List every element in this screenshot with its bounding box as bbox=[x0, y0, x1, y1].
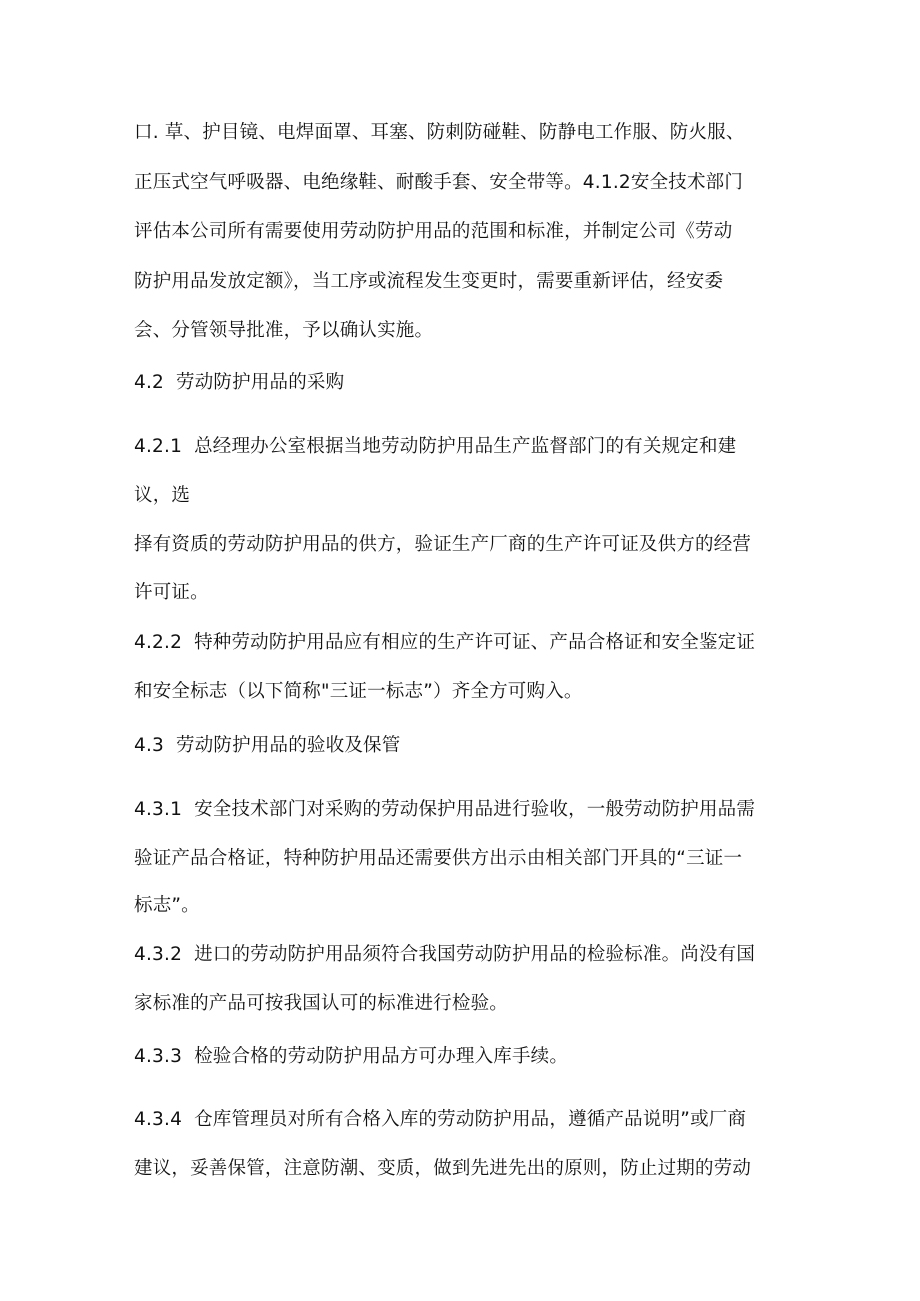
paragraph-text: 特种劳动防护用品应有相应的生产许可证、产品合格证和安全鉴定证 bbox=[194, 632, 756, 653]
body-text-line: 会、分管领导批准，予以确认实施。 bbox=[134, 320, 434, 341]
paragraph-4-2-2 bbox=[134, 630, 755, 656]
body-text-line: 择有资质的劳动防护用品的供方，验证生产厂商的生产许可证及供方的经营 bbox=[134, 534, 752, 555]
paragraph-text: 检验合格的劳动防护用品方可办理入库手续。 bbox=[194, 1046, 569, 1067]
section-heading-4-3 bbox=[134, 733, 400, 759]
paragraph-number: 4.2.1 bbox=[134, 436, 183, 457]
paragraph-4-3-1 bbox=[134, 797, 755, 823]
body-text-line: 和安全标志（以下简称"三证一标志”）齐全方可购入。 bbox=[134, 681, 583, 702]
paragraph-number: 4.3.3 bbox=[134, 1046, 183, 1067]
paragraph-number: 4.2.2 bbox=[134, 632, 183, 653]
body-text-line: 正压式空气呼吸器、电绝缘鞋、耐酸手套、安全带等。4.1.2安全技术部门 bbox=[134, 172, 744, 193]
section-heading-4-2 bbox=[134, 370, 344, 396]
body-text-line: 家标准的产品可按我国认可的标准进行检验。 bbox=[134, 993, 509, 1014]
paragraph-4-2-1 bbox=[134, 434, 736, 460]
body-text-line: 建议，妥善保管，注意防潮、变质，做到先进先出的原则，防止过期的劳动 bbox=[134, 1158, 752, 1179]
body-text-line: 标志”。 bbox=[134, 895, 200, 916]
paragraph-text: 安全技术部门对采购的劳动保护用品进行验收，一般劳动防护用品需 bbox=[194, 799, 756, 820]
paragraph-text: 总经理办公室根据当地劳动防护用品生产监督部门的有关规定和建 bbox=[194, 436, 737, 457]
body-text-line: 评估本公司所有需要使用劳动防护用品的范围和标准，并制定公司《劳动 bbox=[134, 221, 733, 242]
body-text-line: 许可证。 bbox=[134, 582, 209, 603]
paragraph-text: 仓库管理员对所有合格入库的劳动防护用品，遵循产品说明”或厂商 bbox=[194, 1109, 747, 1130]
paragraph-text: 进口的劳动防护用品须符合我国劳动防护用品的检验标准。尚没有国 bbox=[194, 944, 756, 965]
paragraph-4-3-4 bbox=[134, 1107, 746, 1133]
section-number: 4.2 bbox=[134, 372, 165, 393]
section-number: 4.3 bbox=[134, 735, 165, 756]
paragraph-number: 4.3.1 bbox=[134, 799, 183, 820]
paragraph-4-3-3 bbox=[134, 1044, 568, 1070]
body-text-line: 防护用品发放定额》，当工序或流程发生变更时，需要重新评估，经安委 bbox=[134, 271, 724, 292]
paragraph-number: 4.3.2 bbox=[134, 944, 183, 965]
section-title: 劳动防护用品的采购 bbox=[176, 372, 345, 393]
body-text-line: 验证产品合格证，特种防护用品还需要供方出示由相关部门开具的“三证一 bbox=[134, 848, 743, 869]
section-title: 劳动防护用品的验收及保管 bbox=[176, 735, 401, 756]
body-text-line: 议，选 bbox=[134, 485, 191, 506]
paragraph-4-3-2 bbox=[134, 942, 755, 968]
paragraph-number: 4.3.4 bbox=[134, 1109, 183, 1130]
body-text-line: 口. 草、护目镜、电焊面罩、耳塞、防刺防碰鞋、防静电工作服、防火服、 bbox=[134, 122, 745, 143]
